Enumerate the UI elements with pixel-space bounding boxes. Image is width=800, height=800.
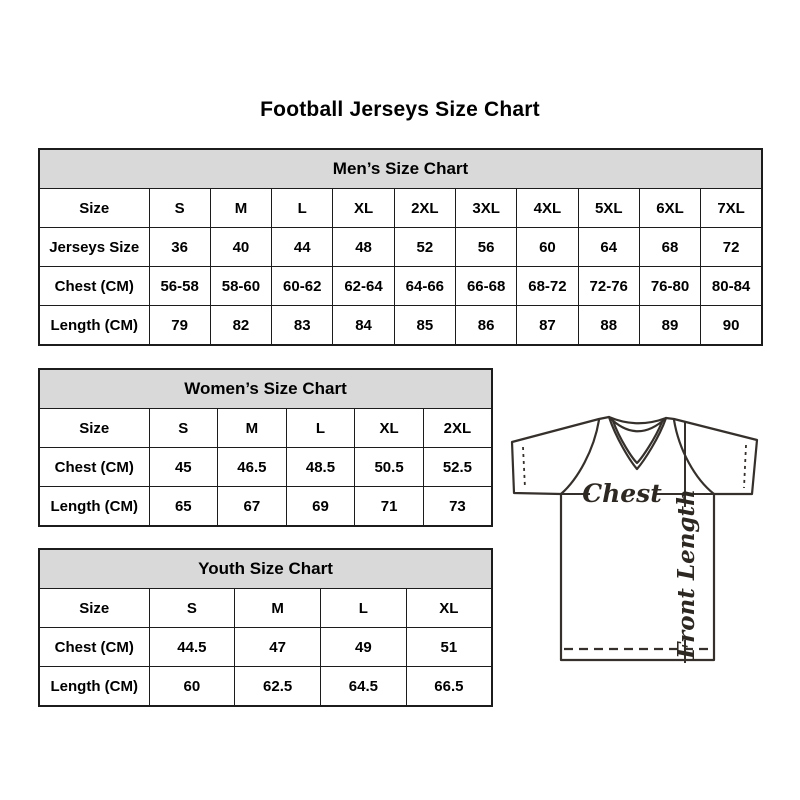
youth-table-title: Youth Size Chart [39,549,492,589]
row-label: Chest (CM) [39,267,149,306]
value-cell: 44 [272,228,333,267]
value-cell: 60 [149,667,235,707]
size-cell: M [210,189,271,228]
value-cell: 56-58 [149,267,210,306]
mens-table-title: Men’s Size Chart [39,149,762,189]
row-label: Length (CM) [39,306,149,346]
value-cell: 44.5 [149,628,235,667]
value-cell: 52.5 [423,448,492,487]
value-cell: 64 [578,228,639,267]
value-cell: 71 [355,487,424,527]
jersey-outline [512,417,757,660]
table-row [39,228,762,267]
size-cell: XL [406,589,492,628]
value-cell: 40 [210,228,271,267]
value-cell: 84 [333,306,394,346]
value-cell: 69 [286,487,355,527]
value-cell: 82 [210,306,271,346]
value-cell: 46.5 [218,448,287,487]
value-cell: 65 [149,487,218,527]
value-cell: 51 [406,628,492,667]
value-cell: 60 [517,228,578,267]
size-cell: L [272,189,333,228]
table-row [39,487,492,527]
mens-table-header-row [39,149,762,189]
value-cell: 89 [639,306,700,346]
value-cell: 56 [455,228,516,267]
value-cell: 66.5 [406,667,492,707]
row-label: Size [39,589,149,628]
row-label: Chest (CM) [39,448,149,487]
value-cell: 86 [455,306,516,346]
size-cell: XL [355,409,424,448]
value-cell: 66-68 [455,267,516,306]
size-cell: M [235,589,321,628]
value-cell: 85 [394,306,455,346]
value-cell: 64-66 [394,267,455,306]
size-cell: L [286,409,355,448]
size-cell: 2XL [394,189,455,228]
value-cell: 90 [701,306,762,346]
value-cell: 48 [333,228,394,267]
value-cell: 64.5 [321,667,407,707]
value-cell: 45 [149,448,218,487]
value-cell: 67 [218,487,287,527]
value-cell: 80-84 [701,267,762,306]
value-cell: 47 [235,628,321,667]
size-cell: 6XL [639,189,700,228]
size-cell: 7XL [701,189,762,228]
table-row [39,306,762,346]
value-cell: 62.5 [235,667,321,707]
value-cell: 72-76 [578,267,639,306]
youth-size-table [38,548,493,707]
youth-table-header-row [39,549,492,589]
size-cell: 2XL [423,409,492,448]
value-cell: 87 [517,306,578,346]
value-cell: 88 [578,306,639,346]
row-label: Chest (CM) [39,628,149,667]
value-cell: 73 [423,487,492,527]
value-cell: 52 [394,228,455,267]
value-cell: 50.5 [355,448,424,487]
front-length-label: Front Length [673,489,700,659]
size-cell: 4XL [517,189,578,228]
table-row [39,189,762,228]
value-cell: 83 [272,306,333,346]
size-cell: S [149,409,218,448]
row-label: Size [39,409,149,448]
size-cell: L [321,589,407,628]
value-cell: 68-72 [517,267,578,306]
row-label: Length (CM) [39,667,149,707]
table-row [39,409,492,448]
value-cell: 60-62 [272,267,333,306]
value-cell: 49 [321,628,407,667]
page-title: Football Jerseys Size Chart [260,98,540,121]
value-cell: 48.5 [286,448,355,487]
row-label: Length (CM) [39,487,149,527]
size-cell: 3XL [455,189,516,228]
mens-size-table [38,148,763,346]
womens-size-table [38,368,493,527]
size-cell: XL [333,189,394,228]
row-label: Jerseys Size [39,228,149,267]
value-cell: 58-60 [210,267,271,306]
size-cell: S [149,189,210,228]
size-cell: S [149,589,235,628]
chest-label: Chest [582,479,662,508]
table-row [39,589,492,628]
size-cell: 5XL [578,189,639,228]
womens-table-header-row [39,369,492,409]
table-row [39,628,492,667]
size-cell: M [218,409,287,448]
jersey-diagram [504,412,770,670]
value-cell: 36 [149,228,210,267]
table-row [39,267,762,306]
value-cell: 76-80 [639,267,700,306]
womens-table-title: Women’s Size Chart [39,369,492,409]
value-cell: 72 [701,228,762,267]
row-label: Size [39,189,149,228]
table-row [39,667,492,707]
value-cell: 68 [639,228,700,267]
value-cell: 79 [149,306,210,346]
table-row [39,448,492,487]
value-cell: 62-64 [333,267,394,306]
